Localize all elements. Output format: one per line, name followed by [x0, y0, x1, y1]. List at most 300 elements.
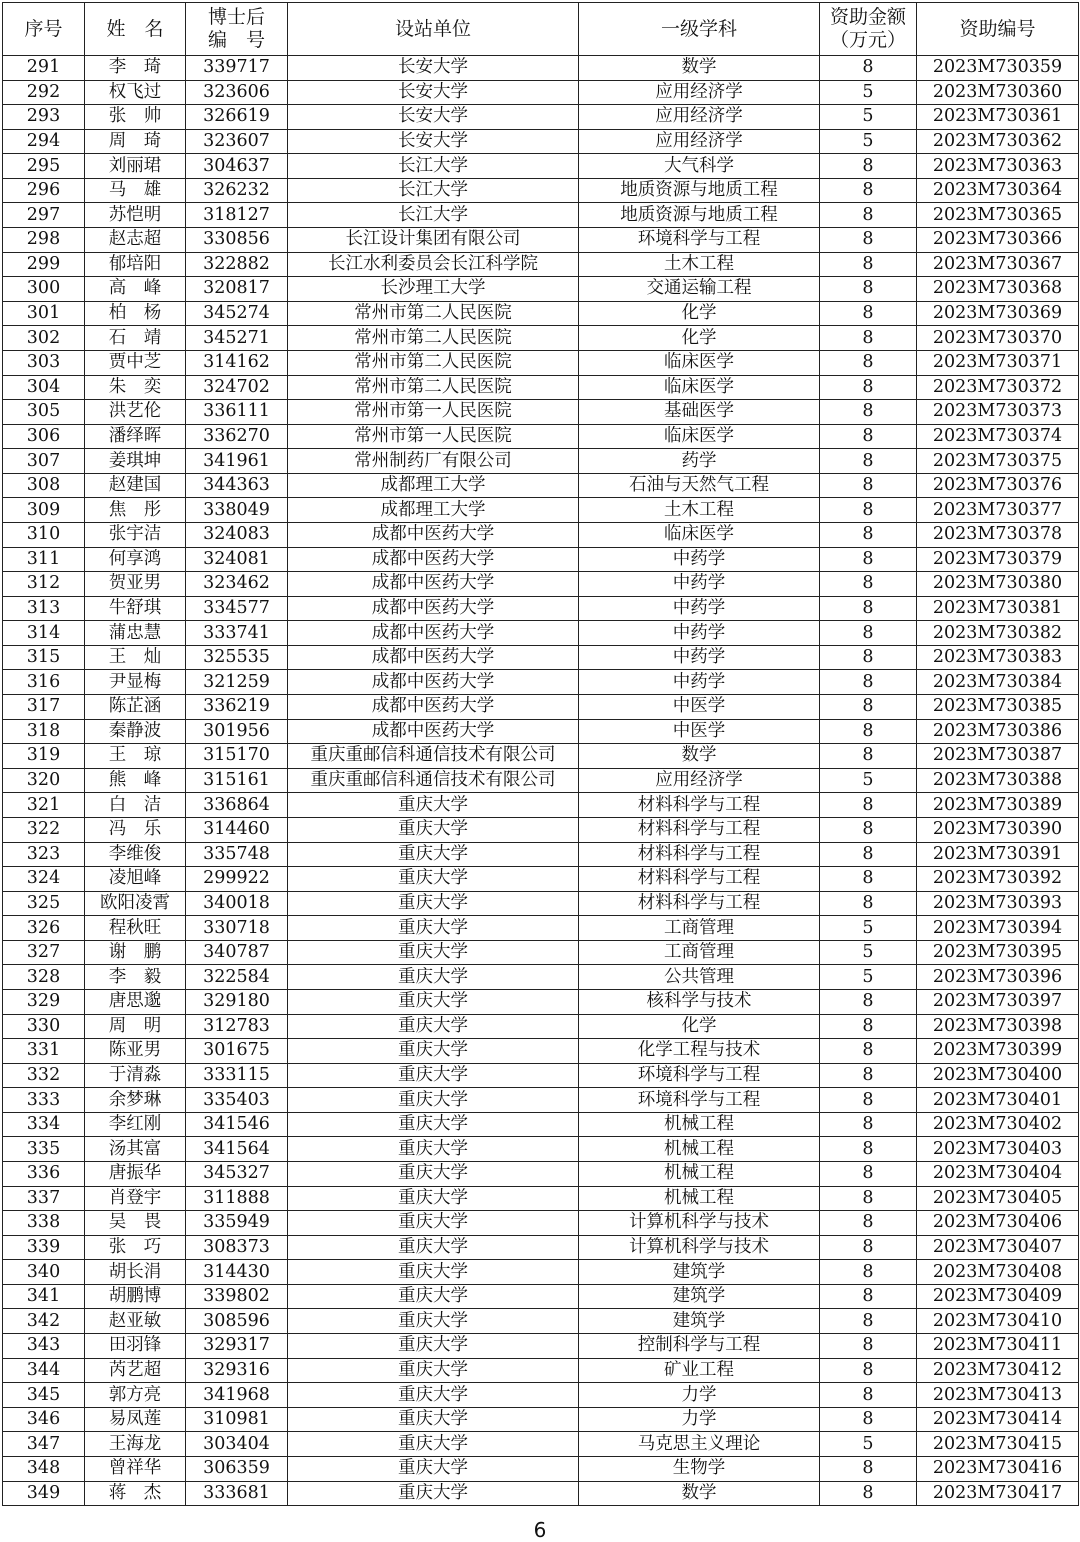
unit-cell: 成都中医药大学	[288, 645, 579, 670]
name-cell: 冯 乐	[85, 817, 186, 842]
unit-cell: 重庆大学	[288, 1334, 579, 1359]
seq-cell: 322	[3, 817, 85, 842]
amount-cell: 5	[820, 105, 917, 130]
table-row	[3, 940, 1079, 965]
seq-cell: 349	[3, 1481, 85, 1506]
grant-no-cell: 2023M730398	[917, 1014, 1079, 1039]
table-row	[3, 670, 1079, 695]
amount-cell: 8	[820, 596, 917, 621]
unit-cell: 常州市第二人民医院	[288, 350, 579, 375]
seq-cell: 306	[3, 424, 85, 449]
amount-cell: 8	[820, 1309, 917, 1334]
name-cell: 陈芷涵	[85, 695, 186, 720]
amount-cell: 5	[820, 1432, 917, 1457]
grant-no-cell: 2023M730383	[917, 645, 1079, 670]
table-row	[3, 965, 1079, 990]
amount-cell: 8	[820, 228, 917, 253]
grant-no-cell: 2023M730402	[917, 1112, 1079, 1137]
postdoc-no-cell: 341564	[186, 1137, 288, 1162]
unit-cell: 成都理工大学	[288, 473, 579, 498]
unit-cell: 重庆大学	[288, 1063, 579, 1088]
table-row	[3, 891, 1079, 916]
grant-no-cell: 2023M730389	[917, 793, 1079, 818]
amount-cell: 8	[820, 1112, 917, 1137]
header-seq: 序号	[3, 3, 85, 56]
name-cell: 赵亚敏	[85, 1309, 186, 1334]
amount-cell: 8	[820, 891, 917, 916]
seq-cell: 293	[3, 105, 85, 130]
grant-no-cell: 2023M730392	[917, 867, 1079, 892]
table-row	[3, 228, 1079, 253]
table-row	[3, 449, 1079, 474]
grant-no-cell: 2023M730394	[917, 916, 1079, 941]
seq-cell: 329	[3, 989, 85, 1014]
grant-no-cell: 2023M730373	[917, 400, 1079, 425]
name-cell: 权飞过	[85, 80, 186, 105]
postdoc-no-cell: 301956	[186, 719, 288, 744]
discipline-cell: 矿业工程	[579, 1358, 820, 1383]
discipline-cell: 土木工程	[579, 498, 820, 523]
amount-cell: 8	[820, 1334, 917, 1359]
discipline-cell: 应用经济学	[579, 768, 820, 793]
seq-cell: 339	[3, 1235, 85, 1260]
discipline-cell: 机械工程	[579, 1112, 820, 1137]
postdoc-no-cell: 315170	[186, 744, 288, 769]
amount-cell: 8	[820, 1137, 917, 1162]
grant-no-cell: 2023M730365	[917, 203, 1079, 228]
discipline-cell: 大气科学	[579, 154, 820, 179]
name-cell: 陈亚男	[85, 1039, 186, 1064]
name-cell: 熊 峰	[85, 768, 186, 793]
postdoc-no-cell: 312783	[186, 1014, 288, 1039]
seq-cell: 341	[3, 1284, 85, 1309]
amount-cell: 8	[820, 1211, 917, 1236]
name-cell: 余梦琳	[85, 1088, 186, 1113]
grant-no-cell: 2023M730375	[917, 449, 1079, 474]
table-row	[3, 768, 1079, 793]
grant-no-cell: 2023M730376	[917, 473, 1079, 498]
seq-cell: 307	[3, 449, 85, 474]
table-row	[3, 375, 1079, 400]
table-row	[3, 1186, 1079, 1211]
table-row	[3, 400, 1079, 425]
table-row	[3, 424, 1079, 449]
table-row	[3, 1456, 1079, 1481]
postdoc-no-cell: 329316	[186, 1358, 288, 1383]
unit-cell: 重庆大学	[288, 1481, 579, 1506]
amount-cell: 8	[820, 1235, 917, 1260]
name-cell: 郁培阳	[85, 252, 186, 277]
seq-cell: 316	[3, 670, 85, 695]
seq-cell: 301	[3, 301, 85, 326]
discipline-cell: 材料科学与工程	[579, 817, 820, 842]
grant-no-cell: 2023M730380	[917, 572, 1079, 597]
postdoc-no-cell: 324081	[186, 547, 288, 572]
discipline-cell: 数学	[579, 744, 820, 769]
discipline-cell: 材料科学与工程	[579, 891, 820, 916]
discipline-cell: 马克思主义理论	[579, 1432, 820, 1457]
unit-cell: 重庆大学	[288, 989, 579, 1014]
name-cell: 谢 鹏	[85, 940, 186, 965]
table-row	[3, 719, 1079, 744]
discipline-cell: 临床医学	[579, 522, 820, 547]
name-cell: 赵志超	[85, 228, 186, 253]
table-row	[3, 522, 1079, 547]
amount-cell: 8	[820, 277, 917, 302]
grant-no-cell: 2023M730405	[917, 1186, 1079, 1211]
unit-cell: 重庆重邮信科通信技术有限公司	[288, 744, 579, 769]
unit-cell: 常州制药厂有限公司	[288, 449, 579, 474]
amount-cell: 5	[820, 916, 917, 941]
name-cell: 程秋旺	[85, 916, 186, 941]
table-row	[3, 1407, 1079, 1432]
seq-cell: 319	[3, 744, 85, 769]
seq-cell: 304	[3, 375, 85, 400]
amount-cell: 8	[820, 744, 917, 769]
grant-no-cell: 2023M730395	[917, 940, 1079, 965]
discipline-cell: 中药学	[579, 621, 820, 646]
discipline-cell: 计算机科学与技术	[579, 1235, 820, 1260]
discipline-cell: 中医学	[579, 719, 820, 744]
amount-cell: 5	[820, 768, 917, 793]
amount-cell: 8	[820, 301, 917, 326]
postdoc-no-cell: 324702	[186, 375, 288, 400]
seq-cell: 297	[3, 203, 85, 228]
unit-cell: 重庆重邮信科通信技术有限公司	[288, 768, 579, 793]
amount-cell: 8	[820, 56, 917, 81]
amount-cell: 8	[820, 1039, 917, 1064]
seq-cell: 299	[3, 252, 85, 277]
seq-cell: 313	[3, 596, 85, 621]
discipline-cell: 建筑学	[579, 1309, 820, 1334]
grant-no-cell: 2023M730391	[917, 842, 1079, 867]
seq-cell: 336	[3, 1162, 85, 1187]
grant-no-cell: 2023M730362	[917, 129, 1079, 154]
name-cell: 柏 杨	[85, 301, 186, 326]
seq-cell: 296	[3, 178, 85, 203]
amount-cell: 8	[820, 719, 917, 744]
postdoc-no-cell: 335949	[186, 1211, 288, 1236]
table-row	[3, 1014, 1079, 1039]
table-row	[3, 129, 1079, 154]
unit-cell: 重庆大学	[288, 1014, 579, 1039]
discipline-cell: 化学工程与技术	[579, 1039, 820, 1064]
header-postdoc-no-line2: 编 号	[207, 29, 265, 51]
unit-cell: 长江水利委员会长江科学院	[288, 252, 579, 277]
seq-cell: 318	[3, 719, 85, 744]
unit-cell: 重庆大学	[288, 916, 579, 941]
postdoc-no-cell: 329317	[186, 1334, 288, 1359]
name-cell: 李红刚	[85, 1112, 186, 1137]
unit-cell: 成都中医药大学	[288, 719, 579, 744]
table-row	[3, 473, 1079, 498]
unit-cell: 长安大学	[288, 129, 579, 154]
table-row	[3, 596, 1079, 621]
table-row	[3, 842, 1079, 867]
grant-no-cell: 2023M730412	[917, 1358, 1079, 1383]
unit-cell: 常州市第二人民医院	[288, 301, 579, 326]
discipline-cell: 核科学与技术	[579, 989, 820, 1014]
name-cell: 白 洁	[85, 793, 186, 818]
unit-cell: 重庆大学	[288, 867, 579, 892]
unit-cell: 长安大学	[288, 80, 579, 105]
name-cell: 于清淼	[85, 1063, 186, 1088]
amount-cell: 8	[820, 473, 917, 498]
unit-cell: 重庆大学	[288, 1260, 579, 1285]
table-row	[3, 1088, 1079, 1113]
grant-no-cell: 2023M730361	[917, 105, 1079, 130]
discipline-cell: 机械工程	[579, 1137, 820, 1162]
name-cell: 洪艺伦	[85, 400, 186, 425]
grant-no-cell: 2023M730404	[917, 1162, 1079, 1187]
postdoc-no-cell: 333681	[186, 1481, 288, 1506]
table-row	[3, 1137, 1079, 1162]
postdoc-no-cell: 339802	[186, 1284, 288, 1309]
discipline-cell: 应用经济学	[579, 80, 820, 105]
postdoc-no-cell: 339717	[186, 56, 288, 81]
name-cell: 张宇洁	[85, 522, 186, 547]
grant-no-cell: 2023M730372	[917, 375, 1079, 400]
name-cell: 尹显梅	[85, 670, 186, 695]
unit-cell: 重庆大学	[288, 1407, 579, 1432]
discipline-cell: 材料科学与工程	[579, 793, 820, 818]
grant-no-cell: 2023M730417	[917, 1481, 1079, 1506]
table-row	[3, 1235, 1079, 1260]
grant-no-cell: 2023M730374	[917, 424, 1079, 449]
name-cell: 张 巧	[85, 1235, 186, 1260]
discipline-cell: 材料科学与工程	[579, 842, 820, 867]
amount-cell: 8	[820, 670, 917, 695]
table-header	[3, 3, 1079, 56]
postdoc-no-cell: 308373	[186, 1235, 288, 1260]
unit-cell: 成都中医药大学	[288, 547, 579, 572]
postdoc-no-cell: 322882	[186, 252, 288, 277]
postdoc-no-cell: 340018	[186, 891, 288, 916]
amount-cell: 8	[820, 1284, 917, 1309]
table-row	[3, 252, 1079, 277]
grant-no-cell: 2023M730390	[917, 817, 1079, 842]
amount-cell: 8	[820, 203, 917, 228]
name-cell: 潘绎晖	[85, 424, 186, 449]
discipline-cell: 工商管理	[579, 916, 820, 941]
page-number: 6	[533, 1518, 547, 1542]
name-cell: 贾中芝	[85, 350, 186, 375]
table-row	[3, 203, 1079, 228]
grant-no-cell: 2023M730413	[917, 1383, 1079, 1408]
discipline-cell: 环境科学与工程	[579, 1063, 820, 1088]
discipline-cell: 中医学	[579, 695, 820, 720]
name-cell: 吴 畏	[85, 1211, 186, 1236]
postdoc-no-cell: 336270	[186, 424, 288, 449]
grant-no-cell: 2023M730414	[917, 1407, 1079, 1432]
unit-cell: 重庆大学	[288, 1309, 579, 1334]
name-cell: 曾祥华	[85, 1456, 186, 1481]
amount-cell: 8	[820, 1014, 917, 1039]
name-cell: 姜琪坤	[85, 449, 186, 474]
discipline-cell: 力学	[579, 1383, 820, 1408]
postdoc-no-cell: 323607	[186, 129, 288, 154]
grant-no-cell: 2023M730400	[917, 1063, 1079, 1088]
unit-cell: 常州市第一人民医院	[288, 400, 579, 425]
seq-cell: 305	[3, 400, 85, 425]
discipline-cell: 临床医学	[579, 375, 820, 400]
header-amount	[820, 3, 917, 56]
unit-cell: 重庆大学	[288, 1211, 579, 1236]
seq-cell: 340	[3, 1260, 85, 1285]
name-cell: 牛舒琪	[85, 596, 186, 621]
table-row	[3, 1260, 1079, 1285]
discipline-cell: 地质资源与地质工程	[579, 203, 820, 228]
grant-no-cell: 2023M730363	[917, 154, 1079, 179]
name-cell: 唐振华	[85, 1162, 186, 1187]
seq-cell: 345	[3, 1383, 85, 1408]
postdoc-no-cell: 333115	[186, 1063, 288, 1088]
seq-cell: 294	[3, 129, 85, 154]
postdoc-no-cell: 322584	[186, 965, 288, 990]
postdoc-no-cell: 330718	[186, 916, 288, 941]
postdoc-no-cell: 334577	[186, 596, 288, 621]
amount-cell: 8	[820, 522, 917, 547]
table-row	[3, 277, 1079, 302]
seq-cell: 303	[3, 350, 85, 375]
table-row	[3, 105, 1079, 130]
postdoc-no-cell: 338049	[186, 498, 288, 523]
postdoc-no-cell: 333741	[186, 621, 288, 646]
amount-cell: 8	[820, 449, 917, 474]
discipline-cell: 环境科学与工程	[579, 1088, 820, 1113]
unit-cell: 长安大学	[288, 56, 579, 81]
table-row	[3, 498, 1079, 523]
grant-no-cell: 2023M730401	[917, 1088, 1079, 1113]
grant-no-cell: 2023M730368	[917, 277, 1079, 302]
seq-cell: 300	[3, 277, 85, 302]
unit-cell: 重庆大学	[288, 1162, 579, 1187]
table-row	[3, 1309, 1079, 1334]
discipline-cell: 化学	[579, 301, 820, 326]
postdoc-no-cell: 340787	[186, 940, 288, 965]
name-cell: 王 琼	[85, 744, 186, 769]
grant-no-cell: 2023M730393	[917, 891, 1079, 916]
discipline-cell: 力学	[579, 1407, 820, 1432]
header-grant-no: 资助编号	[917, 3, 1079, 56]
seq-cell: 342	[3, 1309, 85, 1334]
postdoc-no-cell: 335748	[186, 842, 288, 867]
table-row	[3, 744, 1079, 769]
grant-no-cell: 2023M730410	[917, 1309, 1079, 1334]
table-row	[3, 1039, 1079, 1064]
grant-no-cell: 2023M730364	[917, 178, 1079, 203]
postdoc-no-cell: 344363	[186, 473, 288, 498]
discipline-cell: 化学	[579, 326, 820, 351]
seq-cell: 344	[3, 1358, 85, 1383]
grant-no-cell: 2023M730377	[917, 498, 1079, 523]
amount-cell: 5	[820, 940, 917, 965]
amount-cell: 8	[820, 498, 917, 523]
postdoc-no-cell: 304637	[186, 154, 288, 179]
grant-no-cell: 2023M730396	[917, 965, 1079, 990]
grant-no-cell: 2023M730388	[917, 768, 1079, 793]
amount-cell: 8	[820, 1260, 917, 1285]
discipline-cell: 机械工程	[579, 1162, 820, 1187]
grant-no-cell: 2023M730369	[917, 301, 1079, 326]
amount-cell: 8	[820, 989, 917, 1014]
discipline-cell: 数学	[579, 1481, 820, 1506]
grant-no-cell: 2023M730379	[917, 547, 1079, 572]
grant-no-cell: 2023M730409	[917, 1284, 1079, 1309]
name-cell: 李 毅	[85, 965, 186, 990]
table-row	[3, 645, 1079, 670]
table-row	[3, 1284, 1079, 1309]
unit-cell: 成都中医药大学	[288, 522, 579, 547]
unit-cell: 长安大学	[288, 105, 579, 130]
seq-cell: 302	[3, 326, 85, 351]
table-row	[3, 547, 1079, 572]
amount-cell: 8	[820, 1088, 917, 1113]
grant-no-cell: 2023M730407	[917, 1235, 1079, 1260]
header-postdoc-no	[186, 3, 288, 56]
discipline-cell: 基础医学	[579, 400, 820, 425]
seq-cell: 337	[3, 1186, 85, 1211]
grant-no-cell: 2023M730387	[917, 744, 1079, 769]
unit-cell: 重庆大学	[288, 1383, 579, 1408]
seq-cell: 334	[3, 1112, 85, 1137]
seq-cell: 321	[3, 793, 85, 818]
name-cell: 郭方亮	[85, 1383, 186, 1408]
grant-no-cell: 2023M730397	[917, 989, 1079, 1014]
seq-cell: 291	[3, 56, 85, 81]
postdoc-no-cell: 324083	[186, 522, 288, 547]
discipline-cell: 建筑学	[579, 1284, 820, 1309]
grant-no-cell: 2023M730359	[917, 56, 1079, 81]
unit-cell: 重庆大学	[288, 940, 579, 965]
amount-cell: 5	[820, 965, 917, 990]
name-cell: 蒲忠慧	[85, 621, 186, 646]
unit-cell: 重庆大学	[288, 965, 579, 990]
amount-cell: 8	[820, 178, 917, 203]
name-cell: 李维俊	[85, 842, 186, 867]
postdoc-no-cell: 323606	[186, 80, 288, 105]
seq-cell: 317	[3, 695, 85, 720]
grant-no-cell: 2023M730367	[917, 252, 1079, 277]
postdoc-no-cell: 323462	[186, 572, 288, 597]
header-discipline: 一级学科	[579, 3, 820, 56]
name-cell: 苏恺明	[85, 203, 186, 228]
unit-cell: 重庆大学	[288, 793, 579, 818]
amount-cell: 8	[820, 572, 917, 597]
unit-cell: 常州市第二人民医院	[288, 326, 579, 351]
name-cell: 胡鹏博	[85, 1284, 186, 1309]
amount-cell: 8	[820, 1162, 917, 1187]
seq-cell: 314	[3, 621, 85, 646]
table-row	[3, 301, 1079, 326]
amount-cell: 8	[820, 817, 917, 842]
unit-cell: 重庆大学	[288, 1456, 579, 1481]
discipline-cell: 工商管理	[579, 940, 820, 965]
unit-cell: 成都中医药大学	[288, 596, 579, 621]
discipline-cell: 建筑学	[579, 1260, 820, 1285]
discipline-cell: 土木工程	[579, 252, 820, 277]
table-row	[3, 1112, 1079, 1137]
name-cell: 周 明	[85, 1014, 186, 1039]
amount-cell: 8	[820, 375, 917, 400]
discipline-cell: 药学	[579, 449, 820, 474]
grant-no-cell: 2023M730386	[917, 719, 1079, 744]
table-row	[3, 1358, 1079, 1383]
amount-cell: 8	[820, 350, 917, 375]
unit-cell: 长江大学	[288, 154, 579, 179]
seq-cell: 335	[3, 1137, 85, 1162]
name-cell: 石 靖	[85, 326, 186, 351]
